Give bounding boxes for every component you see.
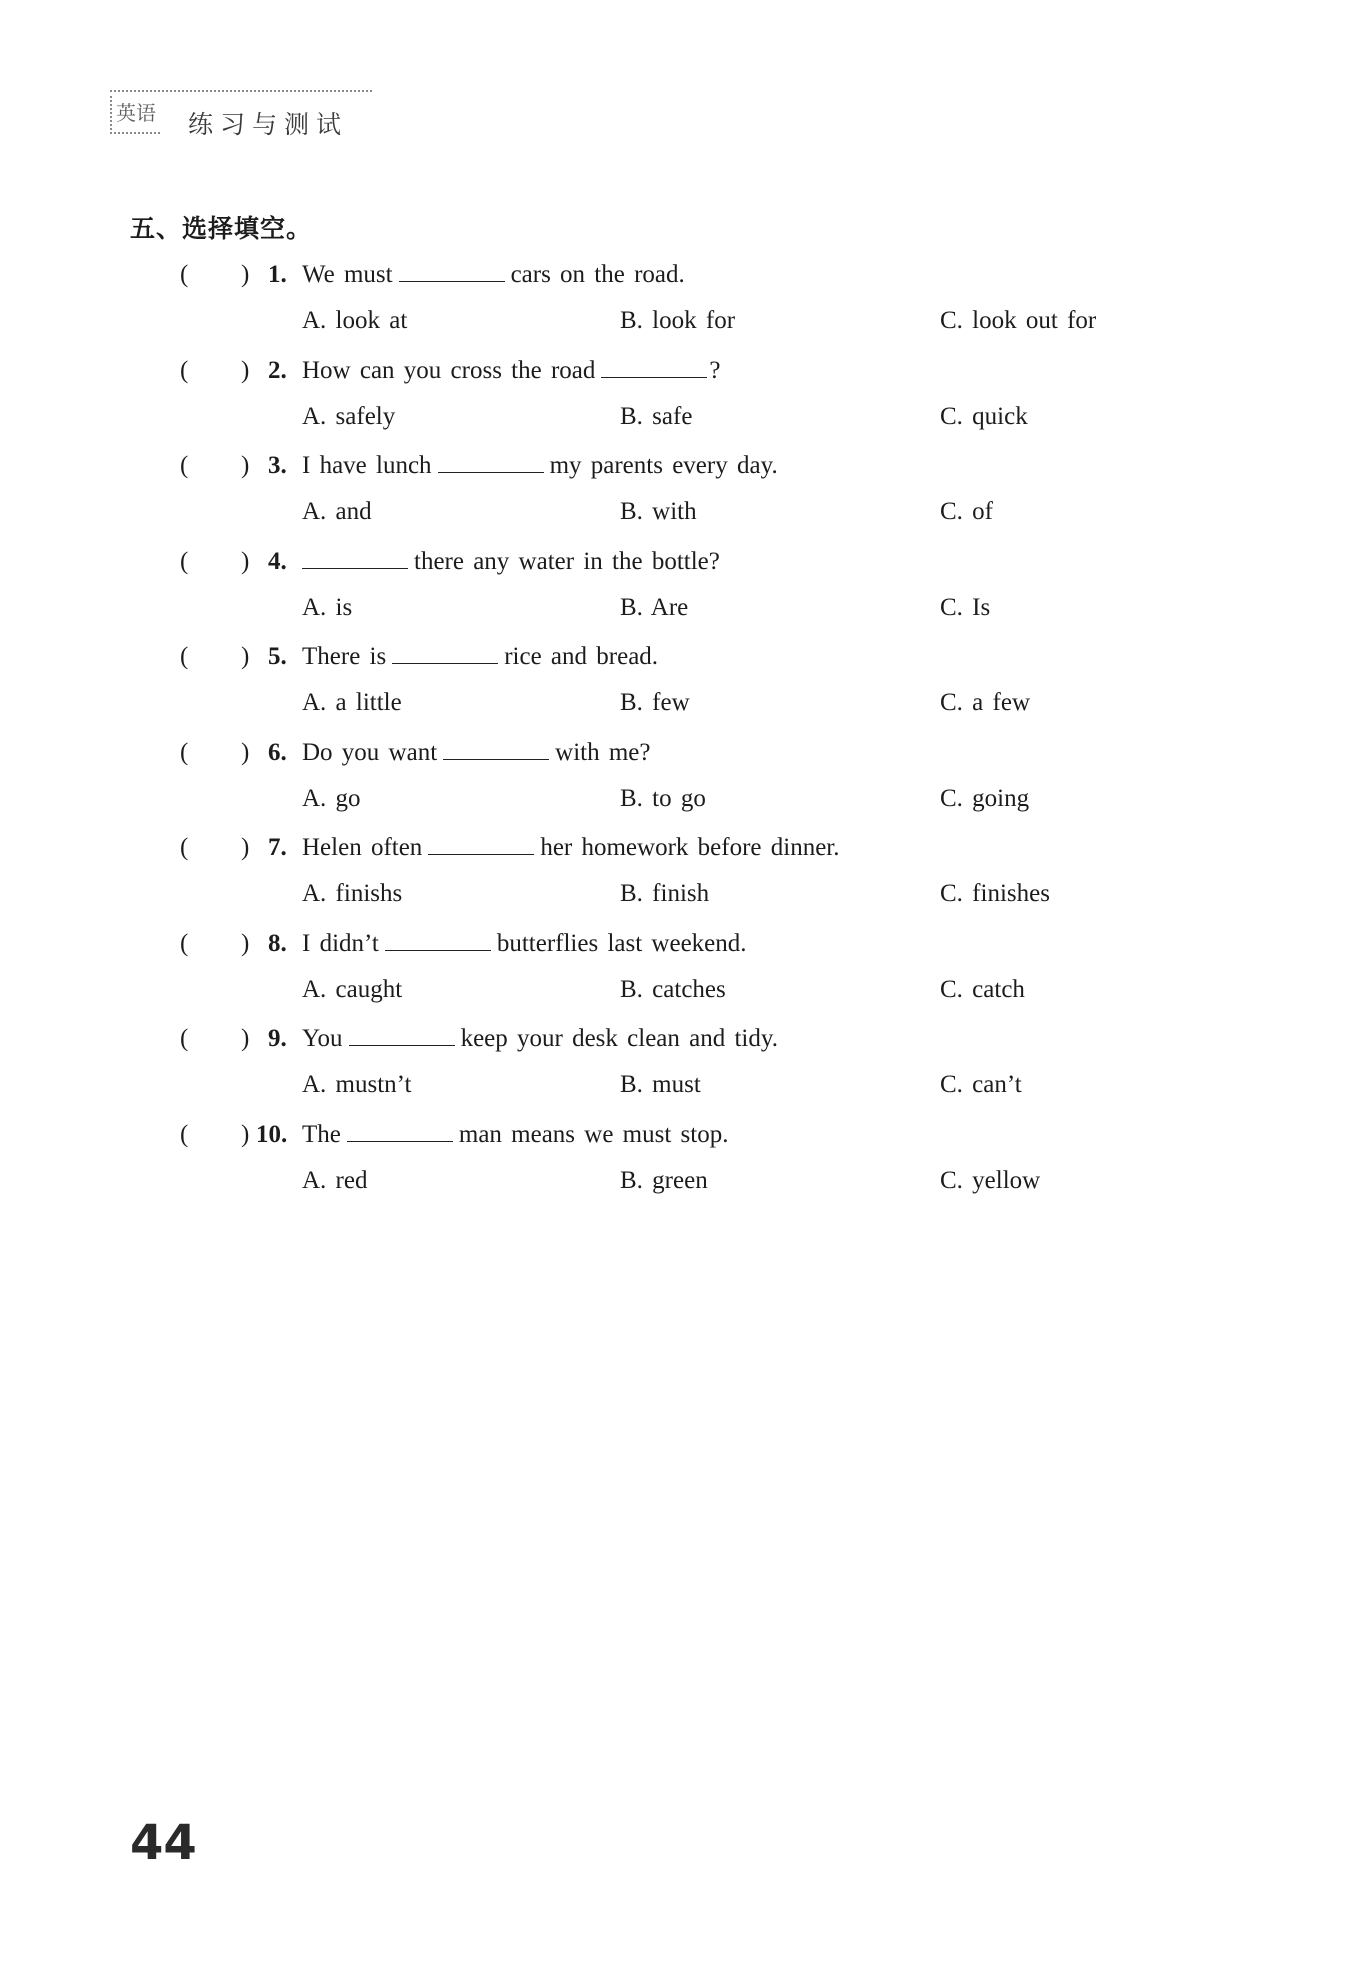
option-a[interactable]: A. caught (302, 975, 403, 1003)
question-number: 3. (268, 452, 287, 479)
option-row (0, 1065, 1350, 1105)
fill-in-blank[interactable] (385, 949, 491, 951)
option-b[interactable]: B. few (620, 689, 690, 716)
option-c[interactable]: C. Is (940, 593, 991, 621)
question-text (302, 255, 685, 295)
answer-paren-close: ) (241, 261, 250, 288)
question-text-before: You (302, 1025, 343, 1052)
option-a[interactable]: A. look at (302, 307, 408, 334)
question-text (302, 446, 778, 486)
question-text (302, 924, 747, 964)
question-text-after: with me? (555, 738, 651, 766)
header-dotted-rule (110, 90, 372, 92)
question-text-before: There is (302, 643, 387, 670)
question-number: 7. (268, 834, 287, 861)
option-b[interactable]: B. look for (620, 307, 736, 334)
option-b[interactable]: B. safe (620, 402, 693, 430)
option-row (0, 588, 1350, 628)
option-c[interactable]: C. going (940, 784, 1030, 812)
answer-paren-open[interactable]: ( (180, 356, 189, 384)
question-number: 8. (268, 929, 287, 957)
fill-in-blank[interactable] (347, 1140, 453, 1142)
section-title: 五、选择填空。 (130, 214, 313, 243)
question-text-before: The (302, 1120, 341, 1148)
option-row (0, 301, 1350, 341)
option-a[interactable]: A. go (302, 784, 361, 812)
option-a[interactable]: A. finishs (302, 880, 403, 907)
option-c[interactable]: C. catch (940, 975, 1025, 1003)
answer-paren-close: ) (241, 356, 250, 384)
question-item (0, 1019, 1350, 1115)
answer-paren-open[interactable]: ( (180, 643, 189, 670)
option-a[interactable]: A. and (302, 498, 372, 525)
question-text-before: Do you want (302, 738, 438, 766)
answer-paren-close: ) (241, 547, 250, 575)
question-text (302, 351, 721, 391)
fill-in-blank[interactable] (392, 662, 498, 664)
option-c[interactable]: C. look out for (940, 307, 1097, 334)
answer-paren-open[interactable]: ( (180, 738, 189, 766)
question-text (302, 1019, 778, 1059)
question-item (0, 446, 1350, 542)
question-number: 2. (268, 356, 287, 384)
question-text-before: Helen often (302, 834, 423, 861)
option-b[interactable]: B. finish (620, 880, 710, 907)
question-text (302, 828, 840, 868)
option-c[interactable]: C. quick (940, 402, 1028, 430)
answer-paren-open[interactable]: ( (180, 834, 189, 861)
answer-paren-close: ) (241, 738, 250, 766)
option-c[interactable]: C. of (940, 498, 993, 525)
option-a[interactable]: A. safely (302, 402, 396, 430)
question-text-after: butterflies last weekend. (496, 929, 747, 957)
question-number: 10. (256, 1120, 288, 1148)
question-item (0, 351, 1350, 447)
question-text-after: rice and bread. (504, 643, 659, 670)
answer-paren-close: ) (241, 929, 250, 957)
fill-in-blank[interactable] (399, 280, 505, 282)
answer-paren-close: ) (241, 834, 250, 861)
question-item (0, 828, 1350, 924)
option-row (0, 1161, 1350, 1201)
question-text-before: How can you cross the road (302, 356, 596, 384)
option-row (0, 397, 1350, 437)
question-item (0, 542, 1350, 638)
fill-in-blank[interactable] (428, 853, 534, 855)
option-b[interactable]: B. catches (620, 975, 726, 1003)
question-text-after: there any water in the bottle? (414, 547, 720, 575)
question-item (0, 255, 1350, 351)
page-number: 44 (130, 1815, 197, 1871)
question-item (0, 924, 1350, 1020)
page-header (110, 90, 372, 142)
option-row (0, 779, 1350, 819)
question-number: 5. (268, 643, 287, 670)
option-c[interactable]: C. yellow (940, 1166, 1041, 1194)
question-text-before: We must (302, 261, 393, 288)
option-row (0, 492, 1350, 532)
option-b[interactable]: B. Are (620, 593, 689, 621)
question-item (0, 1115, 1350, 1211)
question-number: 9. (268, 1025, 287, 1052)
question-number: 6. (268, 738, 287, 766)
fill-in-blank[interactable] (601, 376, 707, 378)
answer-paren-open[interactable]: ( (180, 547, 189, 575)
fill-in-blank[interactable] (443, 758, 549, 760)
question-text-after: her homework before dinner. (540, 834, 840, 861)
option-b[interactable]: B. to go (620, 784, 706, 812)
question-text-before: I didn’t (302, 929, 379, 957)
question-text (302, 1115, 728, 1155)
option-b[interactable]: B. green (620, 1166, 708, 1194)
question-item (0, 637, 1350, 733)
subject-label: 英语 (110, 96, 160, 134)
question-text (302, 733, 651, 773)
option-row (0, 970, 1350, 1010)
option-row (0, 874, 1350, 914)
answer-paren-open[interactable]: ( (180, 1120, 189, 1148)
question-text-after: my parents every day. (549, 452, 778, 479)
answer-paren-close: ) (241, 1120, 250, 1148)
option-c[interactable]: C. finishes (940, 880, 1050, 907)
option-b[interactable]: B. with (620, 498, 697, 525)
option-c[interactable]: C. can’t (940, 1071, 1022, 1098)
answer-paren-open[interactable]: ( (180, 929, 189, 957)
option-a[interactable]: A. a little (302, 689, 402, 716)
question-text (302, 542, 720, 582)
fill-in-blank[interactable] (349, 1044, 455, 1046)
question-number: 1. (268, 261, 287, 288)
answer-paren-open[interactable]: ( (180, 1025, 189, 1052)
option-a[interactable]: A. is (302, 593, 353, 621)
question-text-after: cars on the road. (510, 261, 685, 288)
question-text-after: man means we must stop. (458, 1120, 729, 1148)
question-text (302, 637, 658, 677)
option-a[interactable]: A. red (302, 1166, 368, 1194)
answer-paren-close: ) (241, 643, 250, 670)
answer-paren-open[interactable]: ( (180, 261, 189, 288)
question-text-after: keep your desk clean and tidy. (460, 1025, 779, 1052)
question-text-after: ? (709, 356, 721, 384)
question-item (0, 733, 1350, 829)
option-row (0, 683, 1350, 723)
answer-paren-close: ) (241, 452, 250, 479)
fill-in-blank[interactable] (438, 471, 544, 473)
question-list (0, 255, 1350, 1210)
book-title: 练习与测试 (188, 110, 349, 139)
option-c[interactable]: C. a few (940, 689, 1030, 716)
option-a[interactable]: A. mustn’t (302, 1071, 412, 1098)
answer-paren-close: ) (241, 1025, 250, 1052)
question-number: 4. (268, 547, 287, 575)
question-text-before: I have lunch (302, 452, 432, 479)
option-b[interactable]: B. must (620, 1071, 701, 1098)
answer-paren-open[interactable]: ( (180, 452, 189, 479)
fill-in-blank[interactable] (302, 567, 408, 569)
